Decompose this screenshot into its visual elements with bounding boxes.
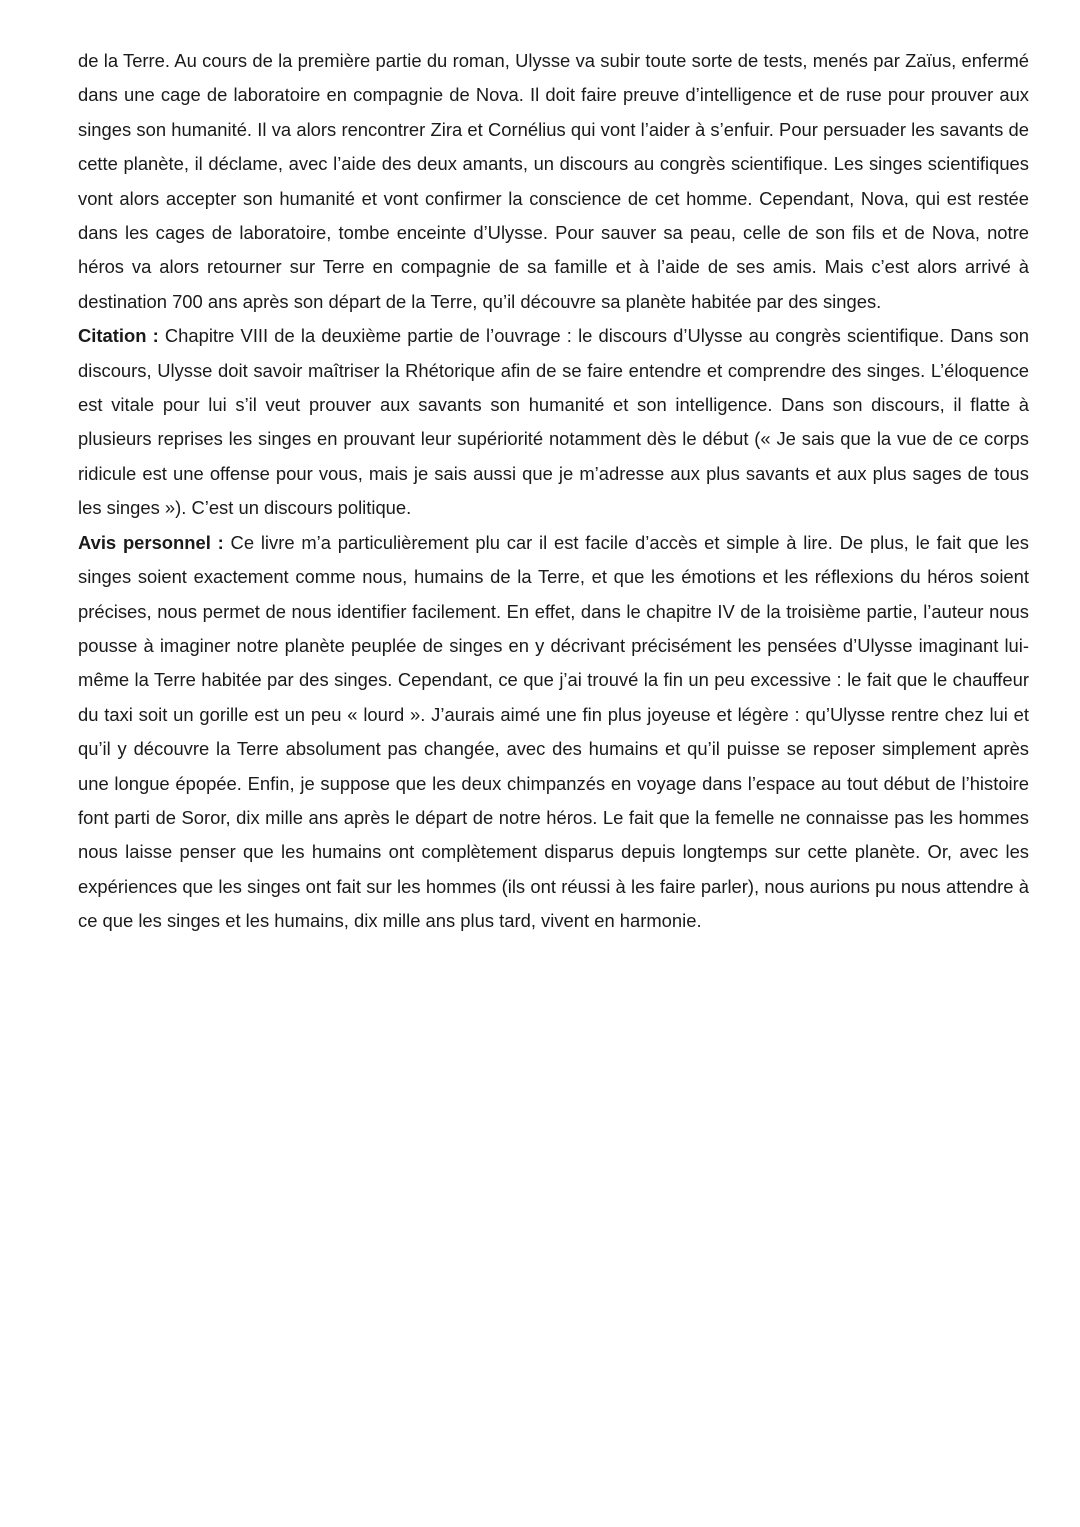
summary-paragraph bbox=[78, 44, 1029, 319]
avis-paragraph bbox=[78, 526, 1029, 939]
avis-label: Avis personnel : bbox=[78, 531, 224, 553]
document-page bbox=[78, 44, 1029, 939]
avis-text: Ce livre m’a particulièrement plu car il est facile d’accès et simple à lire. De plus, le fait que les singes soient exactement comme nous, humains de la Terre, et que les émotions et les réflexions du héros soient précises, nous permet de nous identifier facilement. En effet, dans le chapitre IV de la troisième partie, l’auteur nous pousse à imaginer notre planète peuplée de singes en y décrivant précisément les pensées d’Ulysse imaginant lui-même la Terre habitée par des singes. Cependant, ce que j’ai trouvé la fin un peu excessive : le fait que le chauffeur du taxi soit un gorille est un peu « lourd ». J’aurais aimé une fin plus joyeuse et légère : qu’Ulysse rentre chez lui et qu’il y découvre la Terre absolument pas changée, avec des humains et qu’il puisse se reposer simplement après une longue épopée. Enfin, je suppose que les deux chimpanzés en voyage dans l’espace au tout début de l’histoire font parti de Soror, dix mille ans après le départ de notre héros. Le fait que la femelle ne connaisse pas les hommes nous laisse penser que les humains ont complètement disparus depuis longtemps sur cette planète. Or, avec les expériences que les singes ont fait sur les hommes (ils ont réussi à les faire parler), nous aurions pu nous attendre à ce que les singes et les humains, dix mille ans plus tard, vivent en harmonie. bbox=[78, 531, 1029, 932]
citation-text: Chapitre VIII de la deuxième partie de l’ouvrage : le discours d’Ulysse au congrès scientifique. Dans son discours, Ulysse doit savoir maîtriser la Rhétorique afin de se faire entendre et comprendre des singes. L’éloquence est vitale pour lui s’il veut prouver aux savants son humanité et son intelligence. Dans son discours, il flatte à plusieurs reprises les singes en prouvant leur supériorité notamment dès le début (« Je sais que la vue de ce corps ridicule est une offense pour vous, mais je sais aussi que je m’adresse aux plus savants et aux plus sages de tous les singes »). C’est un discours politique. bbox=[78, 325, 1029, 519]
citation-label: Citation : bbox=[78, 325, 159, 347]
citation-paragraph bbox=[78, 319, 1029, 525]
summary-text: de la Terre. Au cours de la première partie du roman, Ulysse va subir toute sorte de tests, menés par Zaïus, enfermé dans une cage de laboratoire en compagnie de Nova. Il doit faire preuve d’intelligence et de ruse pour prouver aux singes son humanité. Il va alors rencontrer Zira et Cornélius qui vont l’aider à s’enfuir. Pour persuader les savants de cette planète, il déclame, avec l’aide des deux amants, un discours au congrès scientifique. Les singes scientifiques vont alors accepter son humanité et vont confirmer la conscience de cet homme. Cependant, Nova, qui est restée dans les cages de laboratoire, tombe enceinte d’Ulysse. Pour sauver sa peau, celle de son fils et de Nova, notre héros va alors retourner sur Terre en compagnie de sa famille et à l’aide de ses amis. Mais c’est alors arrivé à destination 700 ans après son départ de la Terre, qu’il découvre sa planète habitée par des singes. bbox=[78, 50, 1029, 312]
